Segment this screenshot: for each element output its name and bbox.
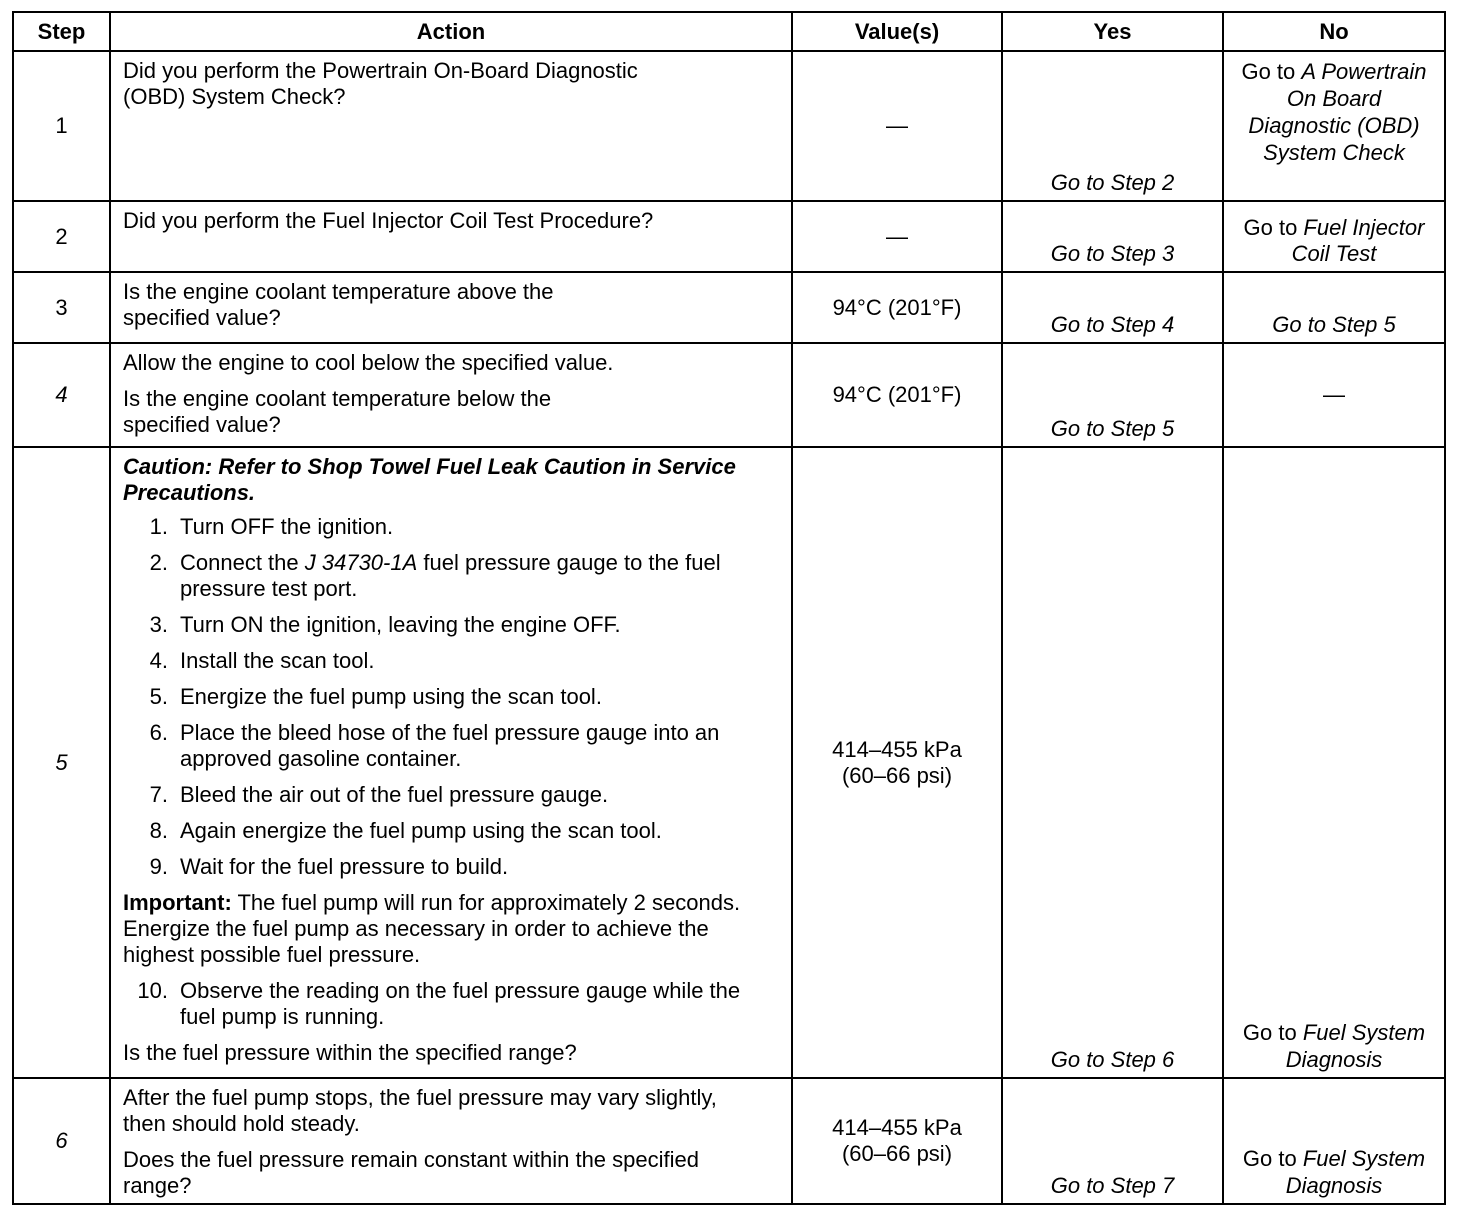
list-item: 3. Turn ON the ignition, leaving the engine OFF. [149, 612, 621, 637]
table-row [13, 1078, 1445, 1204]
step-number: 5 [13, 447, 110, 1078]
action-question: Did you perform the Powertrain On-Board Diagnostic (OBD) System Check? [123, 58, 638, 109]
action-text [110, 447, 792, 1078]
no-cell: — [1223, 343, 1445, 447]
header-action: Action [110, 12, 792, 51]
action-text [110, 343, 792, 447]
no-link: Fuel Injector Coil Test [1291, 215, 1425, 266]
value-cell: — [792, 51, 1002, 201]
table-row [13, 272, 1445, 343]
value-cell [792, 1078, 1002, 1204]
action-text [110, 272, 792, 343]
yes-cell: Go to Step 6 [1002, 447, 1223, 1078]
action-question: Does the fuel pressure remain constant within the specified range? [123, 1147, 699, 1198]
no-cell [1223, 447, 1445, 1078]
step-number: 1 [13, 51, 110, 201]
important-label: Important: [123, 890, 232, 915]
yes-cell: Go to Step 5 [1002, 343, 1223, 447]
header-yes: Yes [1002, 12, 1223, 51]
action-question: Did you perform the Fuel Injector Coil Test Procedure? [110, 201, 792, 272]
value-cell: 94°C (201°F) [792, 272, 1002, 343]
no-cell [1223, 201, 1445, 272]
yes-cell: Go to Step 3 [1002, 201, 1223, 272]
tool-number: J 34730-1A [304, 550, 418, 575]
important-note [123, 890, 773, 968]
action-instruction: Allow the engine to cool below the specified value. [123, 350, 614, 375]
list-item: 4. Install the scan tool. [149, 648, 375, 673]
value-cell [792, 447, 1002, 1078]
value-kpa: 414–455 kPa [832, 736, 962, 762]
list-item: 10. Observe the reading on the fuel pressure gauge while the fuel pump is running. [137, 978, 741, 1029]
no-link: Fuel System Diagnosis [1285, 1020, 1426, 1072]
no-cell: Go to Step 5 [1223, 272, 1445, 343]
value-cell: — [792, 201, 1002, 272]
table-row [13, 447, 1445, 1078]
value-psi: (60–66 psi) [841, 1141, 953, 1166]
yes-cell: Go to Step 7 [1002, 1078, 1223, 1204]
table-row [13, 343, 1445, 447]
table-row [13, 51, 1445, 201]
no-cell [1223, 51, 1445, 201]
no-cell [1223, 1078, 1445, 1204]
no-prefix: Go to [1242, 1020, 1303, 1045]
value-psi: (60–66 psi) [841, 762, 953, 788]
header-values: Value(s) [792, 12, 1002, 51]
yes-cell: Go to Step 2 [1002, 51, 1223, 201]
procedure-list [123, 514, 781, 880]
caution-text: Caution: Refer to Shop Towel Fuel Leak Caution in Service Precautions. [123, 454, 736, 505]
action-text [110, 1078, 792, 1204]
step-number: 3 [13, 272, 110, 343]
action-question: Is the engine coolant temperature below the specified value? [123, 386, 552, 437]
list-item: 5. Energize the fuel pump using the scan tool. [149, 684, 602, 709]
no-prefix: Go to [1241, 59, 1302, 84]
no-prefix: Go to [1243, 215, 1304, 240]
step-number: 6 [13, 1078, 110, 1204]
important-text: The fuel pump will run for approximately 2 seconds. Energize the fuel pump as necessary in order to achieve the highest possible fuel pressure. [123, 890, 741, 967]
step-number: 2 [13, 201, 110, 272]
list-item: 1. Turn OFF the ignition. [149, 514, 394, 539]
action-text [110, 51, 792, 201]
header-no: No [1223, 12, 1445, 51]
step-number: 4 [13, 343, 110, 447]
value-kpa: 414–455 kPa [832, 1115, 962, 1140]
action-question: Is the engine coolant temperature above the specified value? [123, 279, 554, 330]
list-item: 2. Connect the J 34730-1A fuel pressure gauge to the fuel pressure test port. [149, 550, 721, 601]
action-question: Is the fuel pressure within the specified range? [123, 1040, 577, 1065]
no-link: A Powertrain On Board Diagnostic (OBD) System Check [1248, 59, 1427, 165]
list-item: 9. Wait for the fuel pressure to build. [149, 854, 509, 879]
list-item: 7. Bleed the air out of the fuel pressure gauge. [149, 782, 609, 807]
action-instruction: After the fuel pump stops, the fuel pressure may vary slightly, then should hold steady. [123, 1085, 717, 1136]
yes-cell: Go to Step 4 [1002, 272, 1223, 343]
table-row [13, 201, 1445, 272]
no-link: Fuel System Diagnosis [1285, 1146, 1426, 1198]
no-prefix: Go to [1242, 1146, 1303, 1171]
diagnostic-table [12, 11, 1446, 1205]
list-item: 8. Again energize the fuel pump using the scan tool. [149, 818, 662, 843]
procedure-list-continued [123, 978, 781, 1030]
value-cell: 94°C (201°F) [792, 343, 1002, 447]
header-row [13, 12, 1445, 51]
list-item: 6. Place the bleed hose of the fuel pressure gauge into an approved gasoline container. [149, 720, 720, 771]
header-step: Step [13, 12, 110, 51]
